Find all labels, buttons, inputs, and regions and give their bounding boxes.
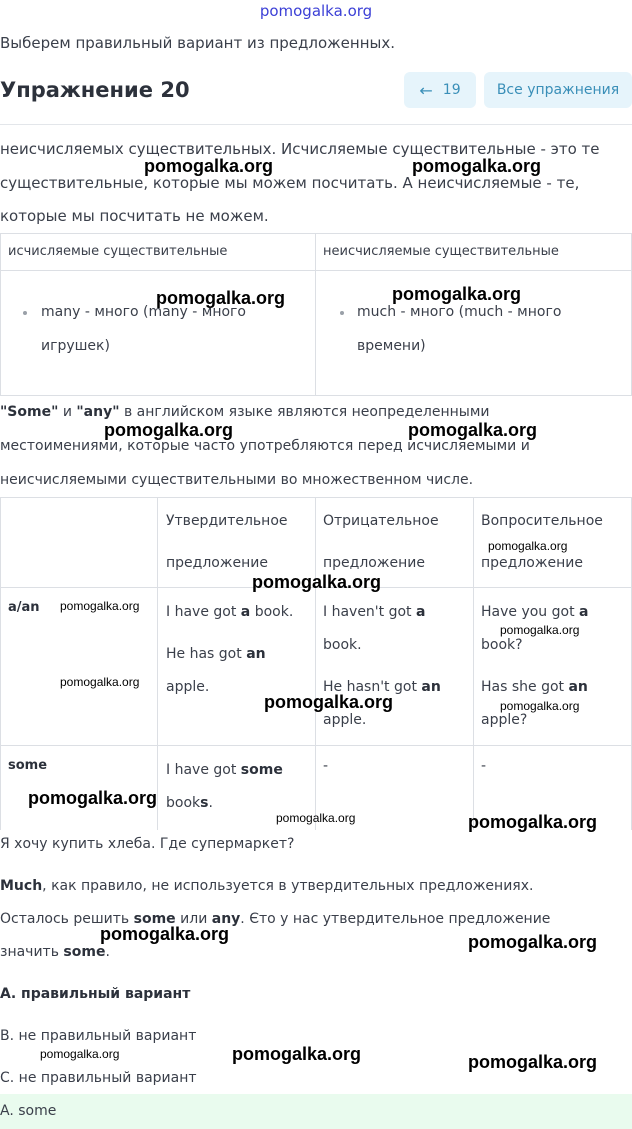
watermark: pomogalka.org — [276, 811, 356, 825]
watermark: pomogalka.org — [392, 284, 522, 304]
prev-exercise-label: 19 — [442, 82, 461, 98]
watermark: pomogalka.org — [468, 932, 598, 952]
watermark: pomogalka.org — [232, 1044, 362, 1064]
row-label-some: some — [8, 758, 48, 773]
theory-line-3: которые мы посчитать не можем. — [0, 207, 269, 225]
answer-bar — [0, 1094, 632, 1129]
aan-question-3: Has she got an — [481, 679, 588, 695]
table1-header-countable: исчисляемые существительные — [8, 244, 228, 259]
option-a: А. правильный вариант — [0, 986, 191, 1002]
watermark: pomogalka.org — [500, 623, 580, 637]
table2-header-negative-1: Отрицательное — [323, 513, 439, 529]
watermark: pomogalka.org — [156, 288, 286, 308]
table1-cell-many-line1: many - много (many - много — [41, 304, 246, 320]
table2-border — [0, 497, 632, 498]
aan-question-2: book? — [481, 637, 523, 653]
aan-negative-1: I haven't got a — [323, 604, 426, 620]
option-b: B. не правильный вариант — [0, 1028, 197, 1044]
table2-header-question-1: Вопросительное — [481, 513, 603, 529]
watermark: pomogalka.org — [28, 788, 158, 808]
aan-affirmative-1: I have got a book. — [166, 604, 294, 620]
table1-header-uncountable: неисчисляемые существительные — [323, 244, 559, 259]
table1-border — [315, 233, 316, 395]
theory-line-1: неисчисляемых существительных. Исчисляемые существительные - это те — [0, 140, 600, 158]
watermark: pomogalka.org — [408, 420, 538, 440]
explanation-line-3: значить some. — [0, 944, 110, 960]
aan-negative-2: book. — [323, 637, 362, 653]
aan-affirmative-3: apple. — [166, 679, 210, 695]
watermark: pomogalka.org — [100, 924, 230, 944]
table1-border — [0, 270, 632, 271]
table2-border — [0, 497, 1, 830]
watermark: pomogalka.org — [60, 675, 140, 689]
some-affirmative-1: I have got some — [166, 762, 283, 778]
watermark: pomogalka.org — [144, 156, 274, 176]
watermark: pomogalka.org — [412, 156, 542, 176]
some-any-line-2: местоимениями, которые часто употребляются перед исчисляемыми и — [0, 438, 530, 454]
table1-border — [0, 395, 632, 396]
watermark: pomogalka.org — [468, 812, 598, 832]
answer-text: A. some — [0, 1103, 57, 1119]
explanation-line-1: Much, как правило, не используется в утвердительных предложениях. — [0, 878, 534, 894]
watermark: pomogalka.org — [104, 420, 234, 440]
table1-border — [0, 233, 632, 234]
aan-question-1: Have you got a — [481, 604, 589, 620]
aan-question-4: apple? — [481, 712, 528, 728]
watermark: pomogalka.org — [468, 1052, 598, 1072]
table2-header-question-2: предложение — [481, 555, 583, 571]
all-exercises-button[interactable]: Все упражнения — [484, 72, 632, 108]
watermark: pomogalka.org — [488, 539, 568, 553]
site-link[interactable]: pomogalka.org — [259, 2, 373, 20]
row-label-a-an: a/an — [8, 600, 40, 615]
bullet-dot — [23, 311, 27, 315]
table1-cell-many-line2: игрушек) — [41, 338, 110, 354]
table2-border — [315, 497, 316, 830]
table1-cell-much-line2: времени) — [357, 338, 426, 354]
some-negative: - — [323, 758, 329, 774]
arrow-left-icon: ← — [419, 80, 433, 100]
table2-header-affirmative-1: Утвердительное — [166, 513, 288, 529]
theory-line-2: существительные, которые мы можем посчитать. А неисчисляемые - те, — [0, 174, 580, 192]
table1-cell-much-line1: much - много (much - много — [357, 304, 562, 320]
explanation-line-2: Осталось решить some или any. Єто у нас утвердительное предложение — [0, 911, 551, 927]
table1-border — [0, 233, 1, 395]
bullet-dot — [340, 311, 344, 315]
some-question: - — [481, 758, 487, 774]
task-text: Выберем правильный вариант из предложенных. — [0, 34, 395, 52]
aan-negative-3: He hasn't got an — [323, 679, 441, 695]
some-any-line-1: "Some" и "any" в английском языке являются неопределенными — [0, 404, 490, 420]
aan-negative-4: apple. — [323, 712, 367, 728]
table2-border — [473, 497, 474, 830]
watermark: pomogalka.org — [500, 699, 580, 713]
watermark: pomogalka.org — [264, 692, 394, 712]
table2-header-negative-2: предложение — [323, 555, 425, 571]
table2-border — [157, 497, 158, 830]
sentence-text: Я хочу купить хлеба. Где супермаркет? — [0, 836, 295, 852]
header-divider — [0, 124, 632, 125]
watermark: pomogalka.org — [60, 599, 140, 613]
table2-header-affirmative-2: предложение — [166, 555, 268, 571]
some-any-line-3: неисчисляемыми существительными во множественном числе. — [0, 472, 474, 488]
page-title: Упражнение 20 — [0, 78, 190, 102]
watermark: pomogalka.org — [252, 572, 382, 592]
aan-affirmative-2: He has got an — [166, 646, 266, 662]
prev-exercise-button[interactable] — [404, 72, 476, 108]
option-c: C. не правильный вариант — [0, 1070, 197, 1086]
watermark: pomogalka.org — [40, 1047, 120, 1061]
table2-border — [0, 745, 632, 746]
some-affirmative-2: books. — [166, 795, 213, 811]
